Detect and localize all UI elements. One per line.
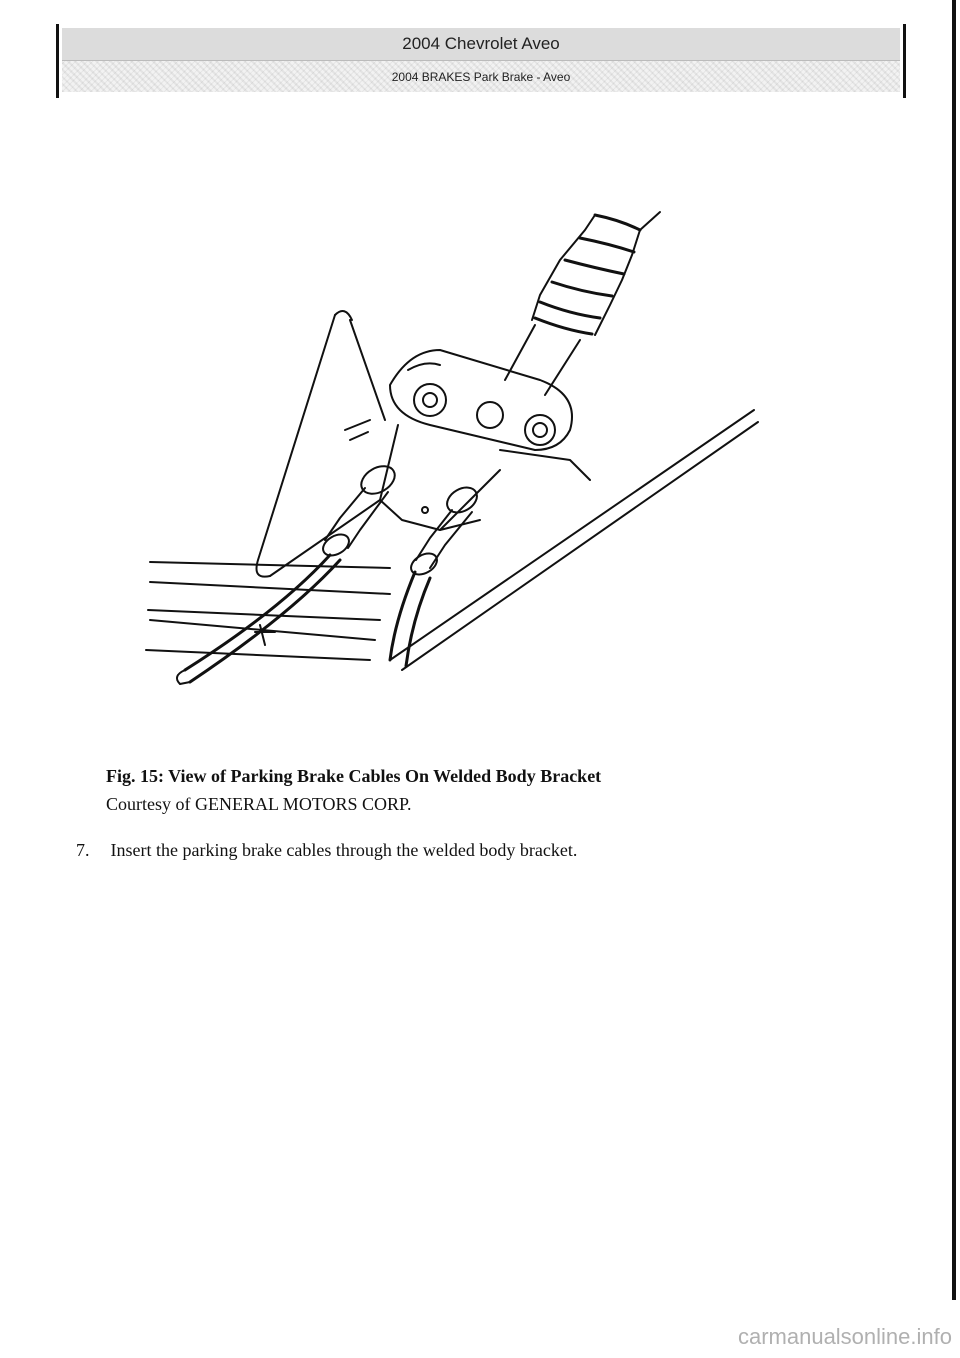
step-text: Insert the parking brake cables through the welded body bracket. [110,840,578,860]
parking-brake-bracket-illustration [140,200,780,700]
header-rule-left [56,24,59,98]
figure-courtesy: Courtesy of GENERAL MOTORS CORP. [106,794,412,814]
document-title: 2004 Chevrolet Aveo [62,28,900,61]
step-number: 7. [76,840,90,860]
header-rule-right [903,24,906,98]
watermark: carmanualsonline.info [737,1324,952,1349]
page-header [62,28,900,92]
figure-caption [106,762,601,818]
document-subtitle: 2004 BRAKES Park Brake - Aveo [62,61,900,92]
page-edge-rule [952,0,956,1300]
procedure-step [76,840,577,861]
figure-title: Fig. 15: View of Parking Brake Cables On Welded Body Bracket [106,766,602,786]
